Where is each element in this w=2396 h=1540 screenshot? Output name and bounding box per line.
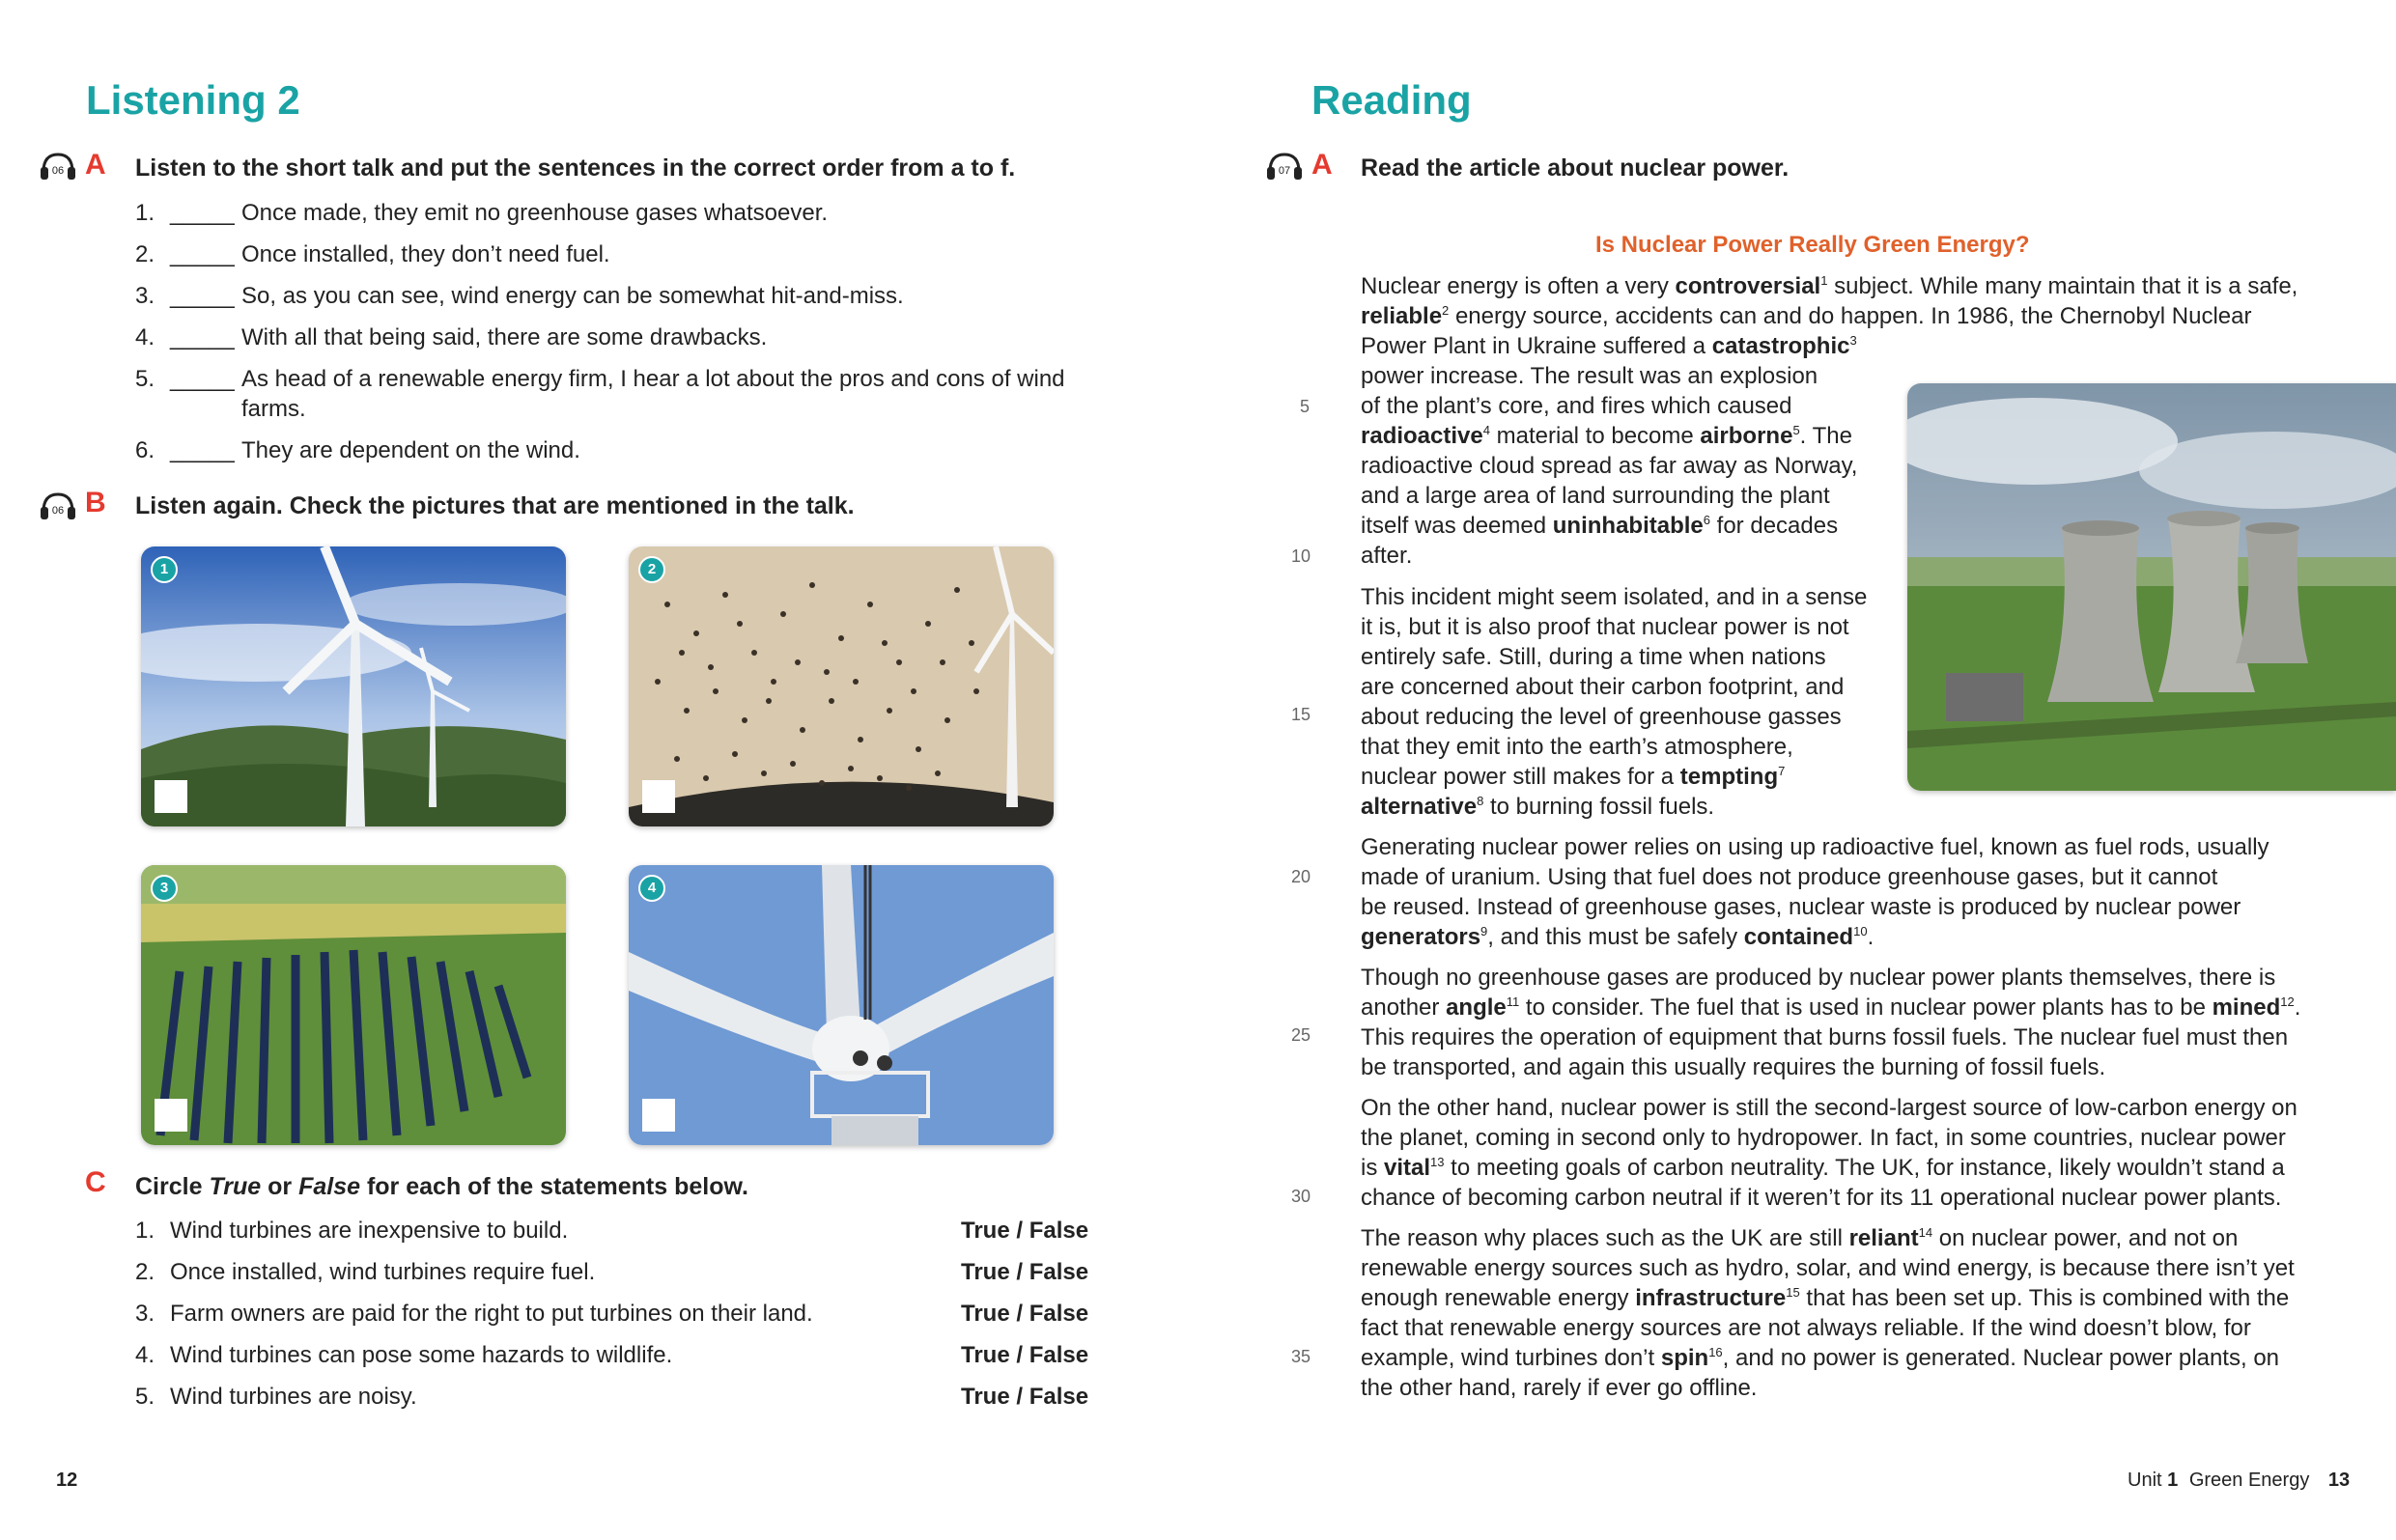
article-paragraph-1: Nuclear energy is often a very controversial$^1$ subject. While many maintain that it is a safe, reliable$^2$ energy source, accidents can and do happen. In 1986, the Chernobyl Nuclear Power Plant in Ukraine suffered a catastrophic$^3$ power increase. The result was an explosion of the plant’s core, and fires which caused radioactive$^4$ material to become airborne$^5$. The radioactive cloud spread as far away as Norway, and a large area of land surrounding the plant itself was deemed uninhabitable$^6$ for decades after. [1361,273,2298,569]
answer-blank[interactable]: _____ [170,366,235,392]
section-letter-a-reading: A [1311,149,1333,181]
line-number: 35 [1291,1347,1311,1366]
statement-item: 2. Once installed, wind turbines require fuel. [135,1259,596,1285]
svg-text:07: 07 [1278,165,1291,177]
picture-wind-turbines [141,546,566,826]
picture-checkbox[interactable] [642,1099,675,1132]
article-paragraph-3: Generating nuclear power relies on using up radioactive fuel, known as fuel rods, usually made of uranium. Using that fuel does not produce greenhouse gases, but it cannot be reused. Instead of greenhouse gases, nuclear waste is produced by nuclear power generators$^9$, and this must be safely contained$^{10}$. [1361,834,2269,950]
picture-checkbox[interactable] [155,780,187,813]
line-number: 5 [1300,397,1311,416]
answer-blank[interactable]: _____ [170,324,235,350]
instruction-a: Listen to the short talk and put the sentences in the correct order from a to f. [135,154,1016,182]
picture-number-badge: 2 [638,556,665,583]
picture-checkbox[interactable] [642,780,675,813]
order-item: 5. _____ As head of a renewable energy firm, I hear a lot about the pros and cons of wind farms. [135,366,1065,422]
true-false-choice[interactable]: True / False [961,1342,1089,1368]
order-item: 6. _____ They are dependent on the wind. [135,437,580,463]
order-item: 4. _____ With all that being said, there are some drawbacks. [135,324,768,350]
picture-number-badge: 1 [151,556,178,583]
page-title-listening: Listening 2 [86,77,300,123]
order-item: 3. _____ So, as you can see, wind energy can be somewhat hit-and-miss. [135,283,904,309]
statement-item: 3. Farm owners are paid for the right to put turbines on their land. [135,1301,813,1327]
line-number: 20 [1291,867,1311,886]
picture-birds-turbine [629,546,1054,826]
true-false-choice[interactable]: True / False [961,1259,1089,1285]
svg-text:06: 06 [51,165,65,177]
instruction-c: Circle True or False for each of the statements below. [135,1173,748,1200]
answer-blank[interactable]: _____ [170,241,235,267]
article-paragraph-2: This incident might seem isolated, and in a sense it is, but it is also proof that nuclear power is not entirely safe. Still, during a time when nations are concerned about their carbon footprint, and about reducing the level of greenhouse gasses that they emit into the earth’s atmosphere, nuclear power still makes for a tempting$^7$ alternative$^8$ to burning fossil fuels. [1361,584,1868,820]
page-number-left: 12 [56,1470,78,1491]
order-item: 2. _____ Once installed, they don’t need fuel. [135,241,610,267]
picture-checkbox[interactable] [155,1099,187,1132]
headphones-icon[interactable] [39,490,77,526]
line-number: 10 [1291,546,1311,566]
svg-text:06: 06 [51,505,65,517]
page-title-reading: Reading [1311,77,1472,123]
true-false-choice[interactable]: True / False [961,1384,1089,1410]
page-number-right: 13 [2327,1470,2351,1491]
statement-item: 1. Wind turbines are inexpensive to build. [135,1218,569,1244]
statement-item: 4. Wind turbines can pose some hazards to wildlife. [135,1342,673,1368]
answer-blank[interactable]: _____ [170,437,235,463]
article-paragraph-4: Though no greenhouse gases are produced by nuclear power plants themselves, there is another angle$^{11}$ to consider. The fuel that is used in nuclear power plants has to be mined$^{12}$. This requires the operation of equipment that burns fossil fuels. The nuclear fuel must then be transported, and again this usually requires the burning of fossil fuels. [1361,965,2301,1080]
instruction-reading: Read the article about nuclear power. [1361,154,1790,182]
picture-number-badge: 3 [151,875,178,902]
section-letter-b: B [85,487,106,518]
article-title: Is Nuclear Power Really Green Energy? [1595,232,2030,258]
headphones-icon[interactable] [1265,151,1304,186]
line-number: 15 [1291,705,1311,724]
picture-solar-farm [141,865,566,1145]
answer-blank[interactable]: _____ [170,283,235,309]
section-letter-c: C [85,1166,106,1198]
picture-turbine-maintenance [629,865,1054,1145]
true-false-choice[interactable]: True / False [961,1218,1089,1244]
headphones-icon[interactable] [39,151,77,186]
answer-blank[interactable]: _____ [170,200,235,226]
article-paragraph-5: On the other hand, nuclear power is still the second-largest source of low-carbon energy on the planet, coming in second only to hydropower. In fact, in some countries, nuclear power is vital$^{13}$ to meeting goals of carbon neutrality. The UK, for instance, likely wouldn’t stand a chance of becoming carbon neutral if it weren’t for its 11 operational nuclear power plants. [1361,1095,2297,1211]
order-item: 1. _____ Once made, they emit no greenhouse gases whatsoever. [135,200,829,226]
line-number: 25 [1291,1025,1311,1045]
true-false-choice[interactable]: True / False [961,1301,1089,1327]
instruction-b: Listen again. Check the pictures that are mentioned in the talk. [135,492,855,519]
line-number: 30 [1291,1187,1311,1206]
statement-item: 5. Wind turbines are noisy. [135,1384,417,1410]
section-letter-a: A [85,149,106,181]
article-paragraph-6: The reason why places such as the UK are still reliant$^{14}$ on nuclear power, and not on renewable energy sources such as hydro, solar, and wind energy, is because there isn’t yet enough renewable energy infrastructure$^{15}$ that has been set up. This is combined with the fact that renewable energy sources are not always reliable. If the wind doesn’t blow, for example, wind turbines don’t spin$^{16}$, and no power is generated. Nuclear power plants, on the other hand, rarely if ever go offline. [1361,1225,2295,1401]
picture-number-badge: 4 [638,875,665,902]
footer-unit: Unit 1 Green Energy 13 [2128,1470,2351,1491]
